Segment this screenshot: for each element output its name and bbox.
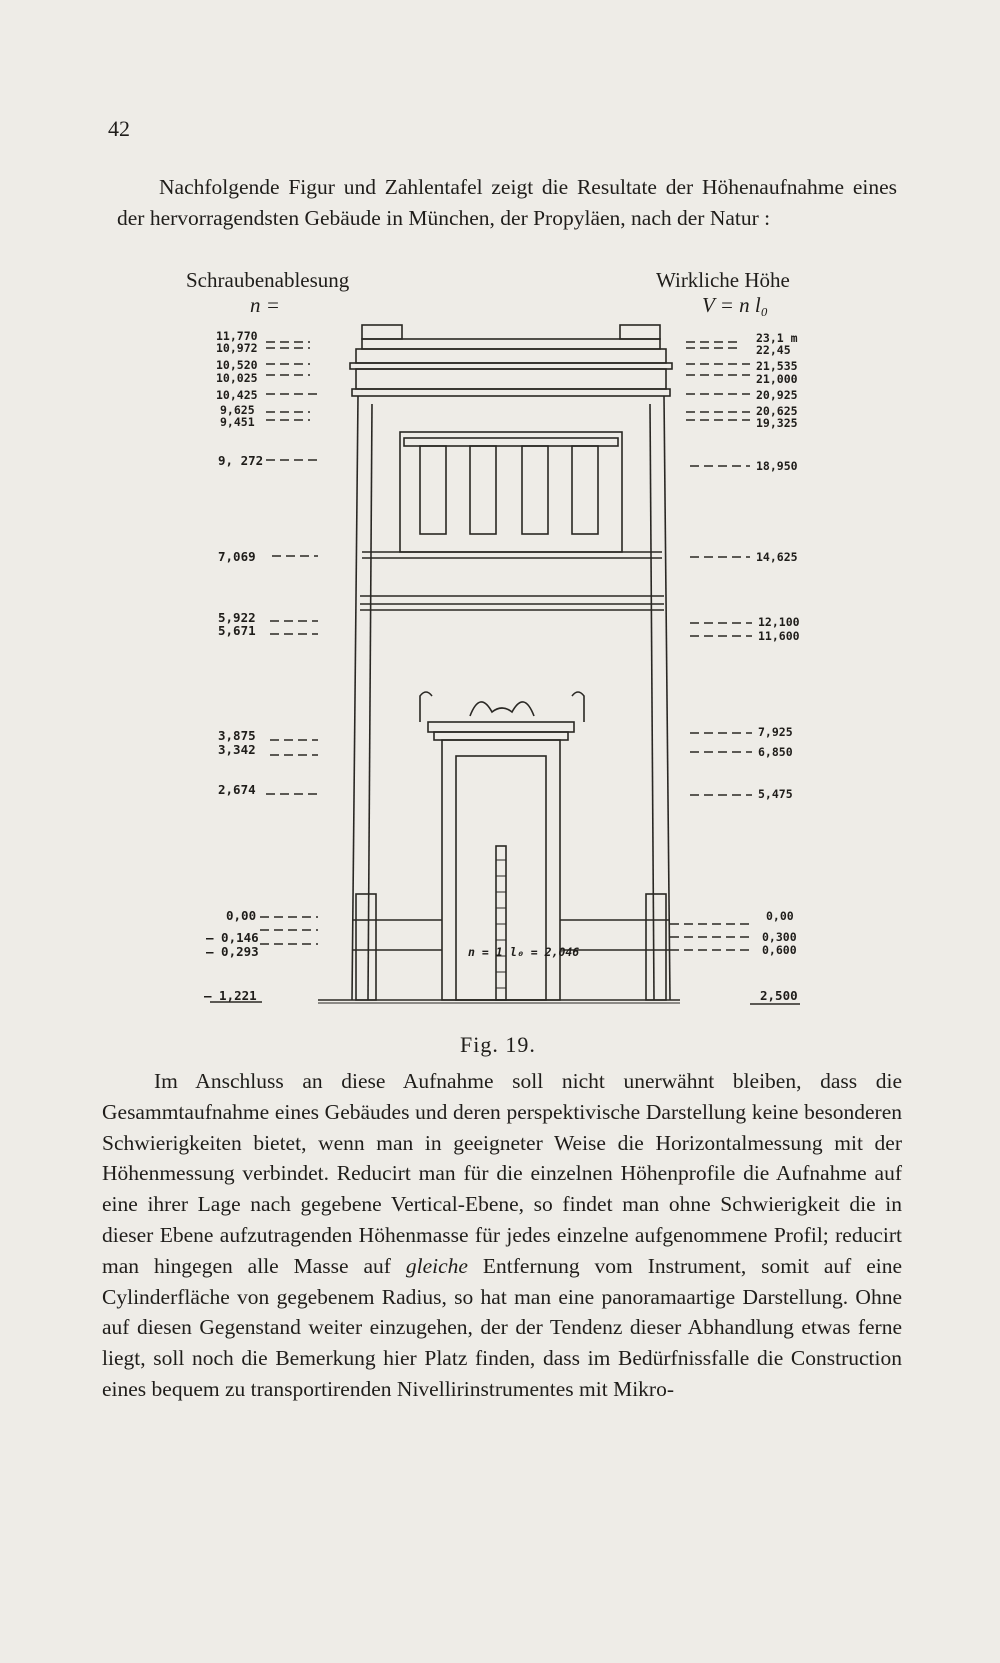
screw-reading: 9,625 [220,403,255,417]
real-height: 0,600 [762,943,797,957]
staff-ticks [496,860,506,988]
left-column-heading: Schraubenablesung [186,268,350,292]
real-height: 12,100 [758,615,800,629]
real-height: 18,950 [756,459,798,473]
intro-text: Nachfolgende Figur und Zahlentafel zeigt die Resultate der Höhenaufnahme eines der hervorragendsten Gebäude in München, der Propyläen, nach der Natur : [117,175,897,230]
left-column-formula: n = [250,293,280,317]
real-height: 0,00 [766,909,794,923]
figure-propylaeen [0,320,1000,1020]
real-height: 21,535 [756,359,798,373]
figure-caption: Fig. 19. [460,1032,536,1057]
screw-reading: 9, 272 [218,453,264,468]
real-height: 22,45 [756,343,791,357]
screw-reading: 11,770 [216,329,258,343]
screw-reading: 10,025 [216,371,258,385]
real-height: 20,625 [756,404,798,418]
real-height: 5,475 [758,787,793,801]
body-text-part-1: Im Anschluss an diese Aufnahme soll nicht unerwähnt bleiben, dass die Gesammtaufnahme eines Gebäudes und deren perspektivische Darstellung keine besonderen Schwierigkeiten bietet, wenn man in geeigneter Weise die Horizontalmessung mit der Höhenmessung verbindet. Reducirt man für die einzelnen Höhenprofile die Aufnahme auf eine ihrer Lage nach gegebene Vertical-Ebene, so findet man ohne Schwierigkeit die in dieser Ebene aufzutragenden Höhenmasse für jedes einzelne aufgenommene Profil; reducirt man hingegen alle Masse auf [102,1069,902,1278]
real-height: 14,625 [756,550,798,564]
propylaeen-elevation-drawing [0,320,1000,1020]
screw-reading: 7,069 [218,549,256,564]
screw-reading: 0,00 [226,908,257,923]
screw-reading: 10,972 [216,341,258,355]
real-height: 6,850 [758,745,793,759]
page-number: 42 [108,116,130,141]
screw-reading: 10,520 [216,358,258,372]
real-height: 0,300 [762,930,797,944]
building-outline [318,325,680,1003]
screw-reading: – 1,221 [204,988,257,1003]
screw-reading: 3,875 [218,728,256,743]
intro-paragraph [117,172,897,234]
body-paragraph [102,1066,902,1405]
screw-reading: – 0,146 [206,930,259,945]
right-column-heading: Wirkliche Höhe [656,268,790,292]
screw-reading: 5,922 [218,610,256,625]
real-height: 23,1 m [756,331,798,345]
screw-reading: 2,674 [218,782,256,797]
left-leaders [260,342,318,944]
real-height: 19,325 [756,416,798,430]
screw-reading: 10,425 [216,388,258,402]
staff-label-l: l₀ = 2,046 [510,945,580,959]
real-height: 2,500 [760,988,798,1003]
real-height: 11,600 [758,629,800,643]
body-text-emphasis: gleiche [405,1253,468,1278]
body-text-part-2: Entfernung vom Instrument, somit auf eine Cylinderfläche von gegebenem Radius, so hat man eine panoramaartige Darstellung. Ohne auf diesen Gegenstand weiter einzugehen, der der Tendenz dieser Abhandlung etwas ferne liegt, soll noch die Bemerkung hier Platz finden, dass im Bedürfnissfalle die Construction eines bequem zu transportirenden Nivellirinstrumentes mit Mikro- [102,1253,903,1401]
real-height: 21,000 [756,372,798,386]
staff-label-n: n = 1 [468,945,503,959]
screw-reading: 5,671 [218,623,256,638]
real-height: 20,925 [756,388,798,402]
screw-reading: – 0,293 [206,944,259,959]
right-leaders [670,342,752,950]
screw-reading: 3,342 [218,742,256,757]
right-column-formula: V = n l₀ [702,293,769,317]
screw-reading: 9,451 [220,415,255,429]
real-height: 7,925 [758,725,793,739]
